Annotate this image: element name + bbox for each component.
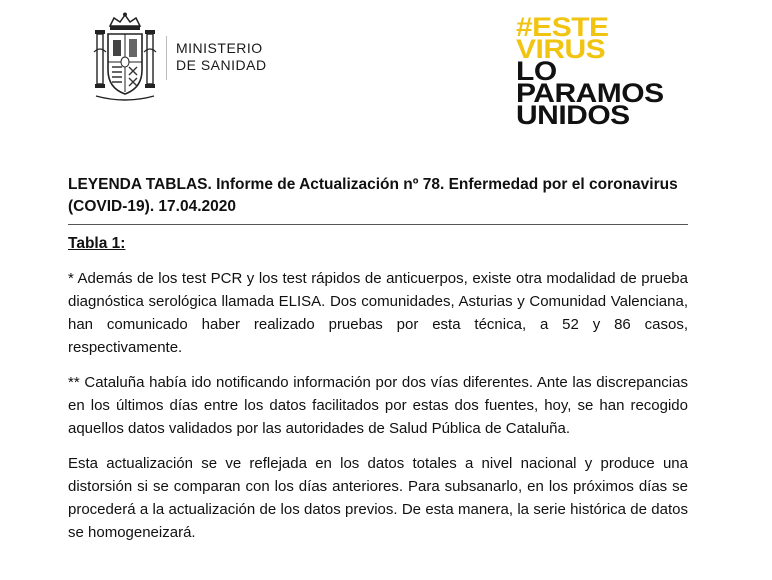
document-title: LEYENDA TABLAS. Informe de Actualización nº 78. Enfermedad por el coronavirus (COVID-19). 17.04.2020 <box>68 174 688 225</box>
campaign-logo <box>516 12 686 131</box>
paragraph: Esta actualización se ve reflejada en los datos totales a nivel nacional y produce una distorsión si se comparan con los días anteriores. Para subsanarlo, en los próximos días se procederá a la actualización de los datos previos. De esta manera, la serie histórica de datos se homogeneizará. <box>68 455 688 541</box>
document-body <box>68 174 688 544</box>
campaign-line: UNIDOS <box>516 100 630 131</box>
campaign-line: PARAMOS <box>516 78 664 109</box>
header-divider <box>166 36 167 80</box>
paragraph: * Además de los test PCR y los test rápidos de anticuerpos, existe otra modalidad de prueba diagnóstica serológica llamada ELISA. Dos comunidades, Asturias y Comunidad Valenciana, han comunicado haber realizado pruebas por esta técnica, a 52 y 86 casos, respectivamente. <box>68 270 688 356</box>
ministry-name <box>176 40 306 80</box>
paragraph: ** Cataluña había ido notificando información por dos vías diferentes. Ante las discrepancias en los últimos días entre los datos facilitados por estas dos fuentes, hoy, se han recogido aquellos datos validados por las autoridades de Salud Pública de Cataluña. <box>68 374 688 437</box>
campaign-line: LO <box>516 56 557 87</box>
coat-of-arms-icon <box>92 12 158 104</box>
document-header <box>0 0 772 140</box>
section-label: Tabla 1: <box>68 235 126 252</box>
ministry-line: DE SANIDAD <box>176 57 267 73</box>
ministry-line: MINISTERIO <box>176 40 263 56</box>
campaign-line: #ESTE <box>516 12 609 43</box>
campaign-line: VIRUS <box>516 34 606 65</box>
